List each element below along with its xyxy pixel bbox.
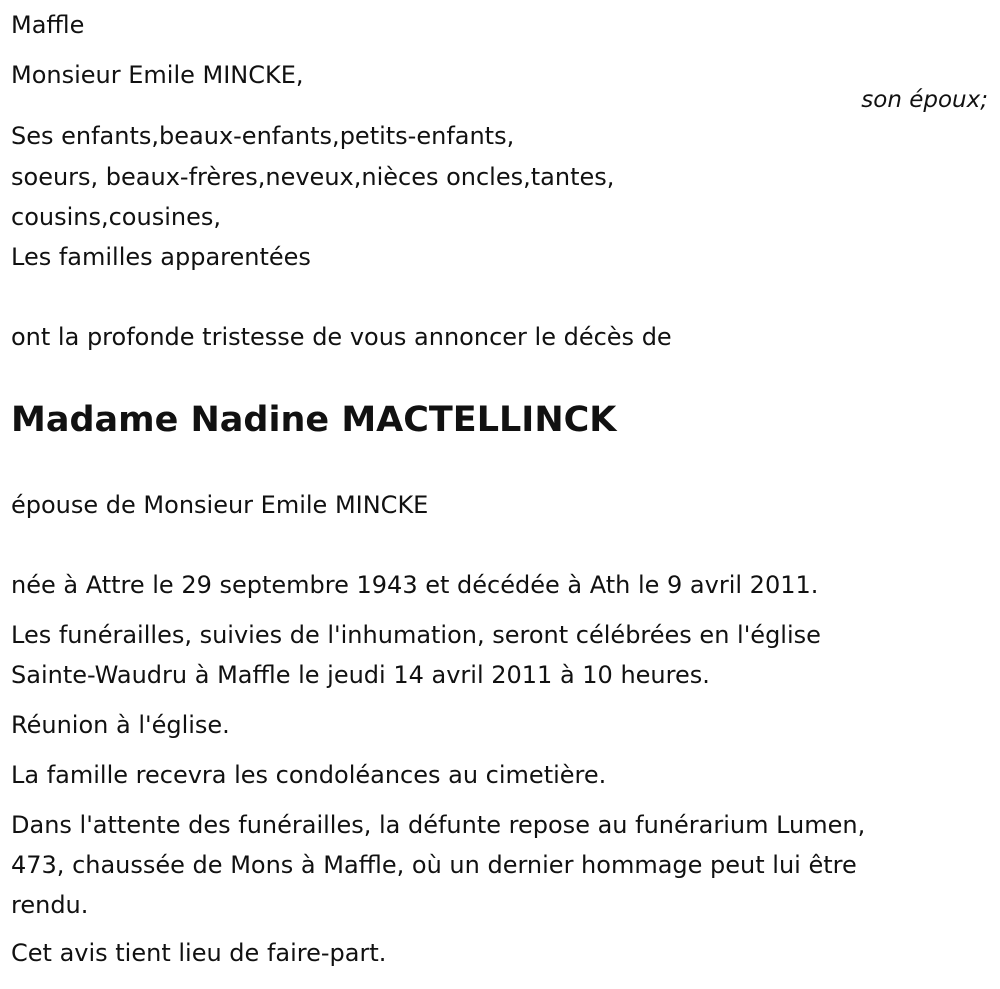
spouse-name: Monsieur Emile MINCKE, bbox=[11, 61, 304, 89]
condolences-text: La famille recevra les condoléances au cimetière. bbox=[11, 761, 607, 789]
rest-line: 473, chaussée de Mons à Maffle, où un dernier hommage peut lui être bbox=[11, 851, 857, 879]
funeral-line: Les funérailles, suivies de l'inhumation, seront célébrées en l'église bbox=[11, 621, 821, 649]
family-line: Ses enfants,beaux-enfants,petits-enfants, bbox=[11, 122, 515, 150]
family-line: cousins,cousines, bbox=[11, 203, 221, 231]
announcement-text: ont la profonde tristesse de vous annoncer le décès de bbox=[11, 323, 672, 351]
rest-line: rendu. bbox=[11, 891, 89, 919]
spouse-of-text: épouse de Monsieur Emile MINCKE bbox=[11, 491, 429, 519]
funeral-line: Sainte-Waudru à Maffle le jeudi 14 avril 2011 à 10 heures. bbox=[11, 661, 710, 689]
rest-line: Dans l'attente des funérailles, la défunte repose au funérarium Lumen, bbox=[11, 811, 866, 839]
location-line: Maffle bbox=[11, 11, 85, 39]
closing-text: Cet avis tient lieu de faire-part. bbox=[11, 939, 387, 967]
meeting-text: Réunion à l'église. bbox=[11, 711, 230, 739]
deceased-name: Madame Nadine MACTELLINCK bbox=[11, 400, 617, 440]
family-line: Les familles apparentées bbox=[11, 243, 311, 271]
spouse-relation: son époux; bbox=[861, 87, 988, 113]
family-line: soeurs, beaux-frères,neveux,nièces oncles,tantes, bbox=[11, 163, 615, 191]
birth-death-text: née à Attre le 29 septembre 1943 et décédée à Ath le 9 avril 2011. bbox=[11, 571, 819, 599]
